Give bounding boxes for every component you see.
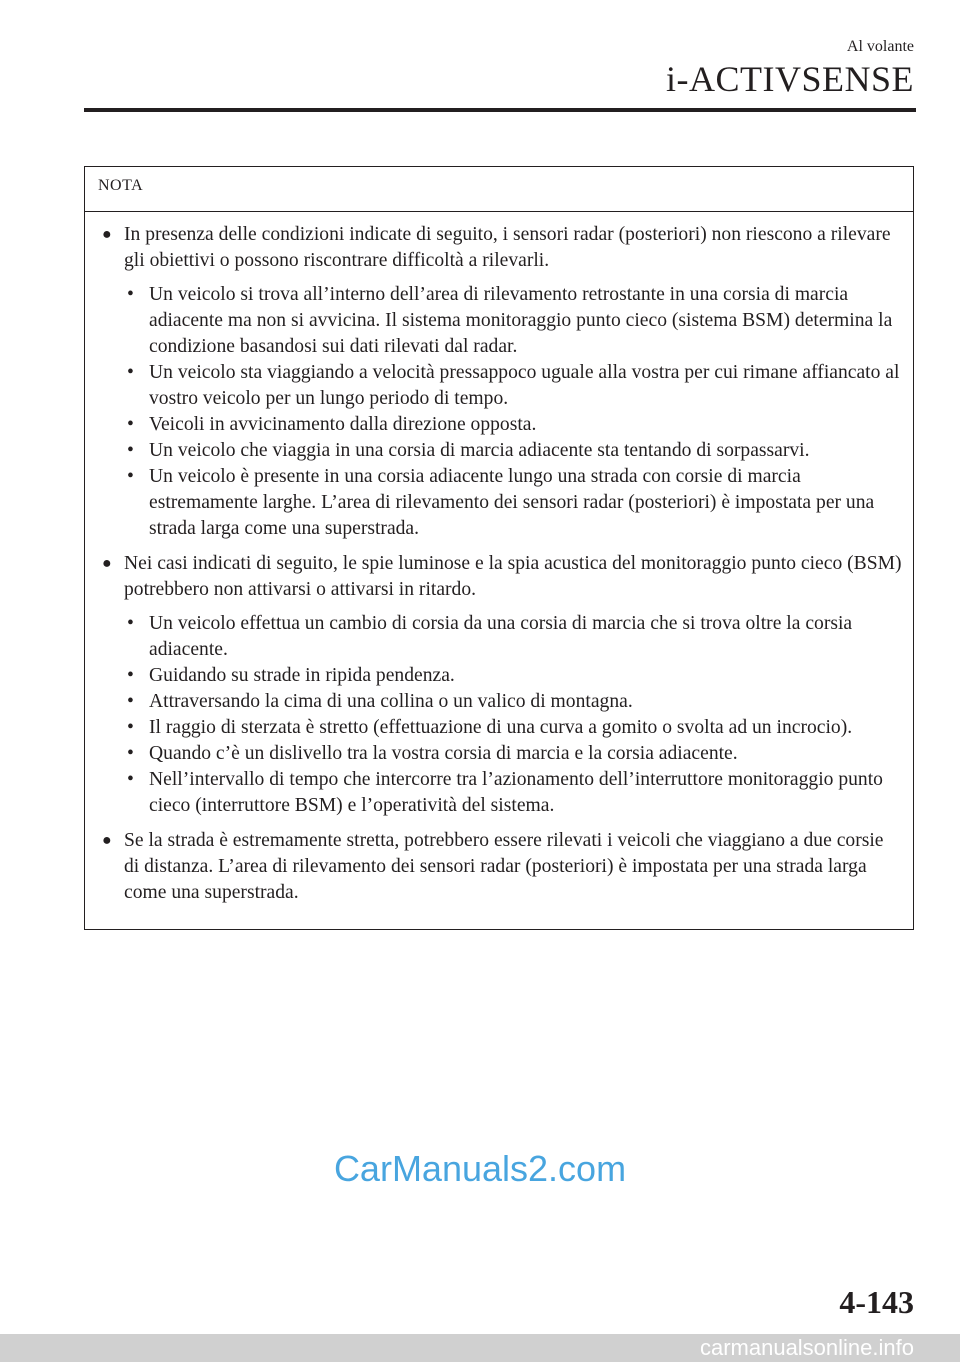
sub-bullet-text: Veicoli in avvicinamento dalla direzione opposta.: [149, 414, 537, 435]
dot-icon: •: [127, 414, 134, 435]
note-bullet-item: [99, 551, 903, 819]
sub-bullet-text: Il raggio di sterzata è stretto (effettuazione di una curva a gomito o svolta ad un incrocio).: [149, 717, 853, 738]
bullet-text: Se la strada è estremamente stretta, potrebbero essere rilevati i veicoli che viaggiano a due corsie di distanza. L’area di rilevamento dei sensori radar (posteriori) è impostata per una strada larga come una superstrada.: [124, 830, 884, 903]
sub-bullet-item: [124, 360, 903, 412]
sub-bullet-text: Un veicolo è presente in una corsia adiacente lungo una strada con corsie di marcia estremamente larghe. L’area di rilevamento dei sensori radar (posteriori) è impostata per una strada larga come una superstrada.: [149, 466, 875, 539]
note-bullet-item: [99, 222, 903, 542]
section-header: Al volante: [846, 38, 914, 55]
sub-bullet-item: [124, 689, 903, 715]
sub-bullet-item: [124, 741, 903, 767]
chapter-title: i-ACTIVSENSE: [666, 59, 914, 99]
sub-bullet-item: [124, 464, 903, 542]
sub-bullet-list: [124, 611, 903, 819]
sub-bullet-text: Guidando su strade in ripida pendenza.: [149, 665, 455, 686]
bullet-circle-icon: ●: [102, 555, 112, 572]
sub-bullet-item: [124, 767, 903, 819]
dot-icon: •: [127, 440, 134, 461]
dot-icon: •: [127, 691, 134, 712]
sub-bullet-item: [124, 438, 903, 464]
sub-bullet-text: Attraversando la cima di una collina o un valico di montagna.: [149, 691, 633, 712]
sub-bullet-text: Un veicolo si trova all’interno dell’area di rilevamento retrostante in una corsia di marcia adiacente ma non si avvicina. Il sistema monitoraggio punto cieco (sistema BSM) determina la condizione basandosi sui dati rilevati dal radar.: [149, 284, 893, 357]
sub-bullet-text: Un veicolo effettua un cambio di corsia da una corsia di marcia che si trova oltre la corsia adiacente.: [149, 613, 853, 660]
dot-icon: •: [127, 769, 134, 790]
note-box: [84, 166, 914, 930]
bullet-text: In presenza delle condizioni indicate di seguito, i sensori radar (posteriori) non riescono a rilevare gli obiettivi o possono riscontrare difficoltà a rilevarli.: [124, 224, 891, 271]
bullet-circle-icon: ●: [102, 832, 112, 849]
dot-icon: •: [127, 466, 134, 487]
dot-icon: •: [127, 284, 134, 305]
header-divider: [84, 108, 916, 112]
dot-icon: •: [127, 665, 134, 686]
sub-bullet-text: Un veicolo che viaggia in una corsia di marcia adiacente sta tentando di sorpassarvi.: [149, 440, 810, 461]
note-body: [85, 212, 913, 906]
footer-source-watermark: carmanualsonline.info: [0, 1334, 960, 1362]
sub-bullet-list: [124, 282, 903, 542]
watermark-logo: CarManuals2.com: [333, 1148, 627, 1189]
sub-bullet-item: [124, 715, 903, 741]
sub-bullet-item: [124, 282, 903, 360]
note-label: NOTA: [85, 167, 913, 212]
sub-bullet-item: [124, 611, 903, 663]
page-number: 4-143: [839, 1284, 914, 1320]
dot-icon: •: [127, 613, 134, 634]
sub-bullet-text: Nell’intervallo di tempo che intercorre tra l’azionamento dell’interruttore monitoraggio punto cieco (interruttore BSM) e l’operatività del sistema.: [149, 769, 883, 816]
sub-bullet-item: [124, 663, 903, 689]
note-bullet-item: [99, 828, 903, 906]
sub-bullet-item: [124, 412, 903, 438]
bullet-text: Nei casi indicati di seguito, le spie luminose e la spia acustica del monitoraggio punto cieco (BSM) potrebbero non attivarsi o attivarsi in ritardo.: [124, 553, 902, 600]
sub-bullet-text: Un veicolo sta viaggiando a velocità pressappoco uguale alla vostra per cui rimane affiancato al vostro veicolo per un lungo periodo di tempo.: [149, 362, 900, 409]
dot-icon: •: [127, 743, 134, 764]
sub-bullet-text: Quando c’è un dislivello tra la vostra corsia di marcia e la corsia adiacente.: [149, 743, 738, 764]
dot-icon: •: [127, 717, 134, 738]
bullet-circle-icon: ●: [102, 226, 112, 243]
dot-icon: •: [127, 362, 134, 383]
